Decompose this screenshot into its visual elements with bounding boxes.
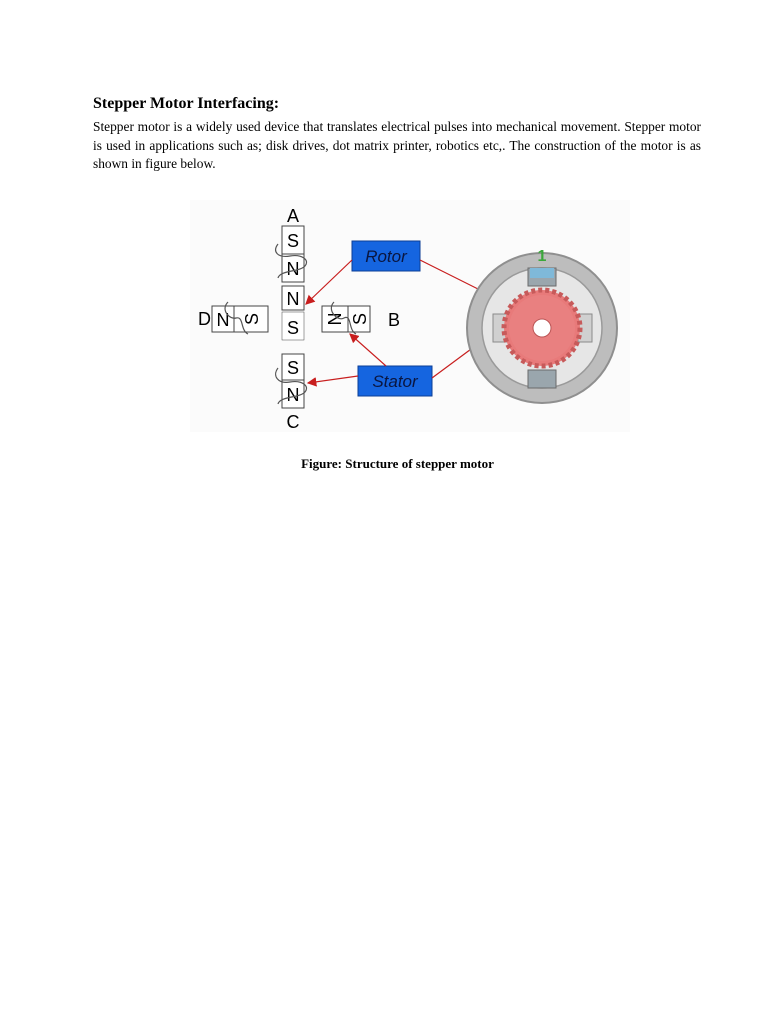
coil-d-label: D (198, 309, 211, 329)
pole-letter-s: S (286, 358, 300, 378)
step-number-label: 1 (537, 248, 547, 265)
pole-letter-n: N (286, 289, 300, 309)
figure-caption: Figure: Structure of stepper motor (301, 456, 494, 471)
pole-letter-s: S (350, 312, 370, 326)
stator-pole-top-winding (530, 268, 554, 278)
pole-letter-n: N (216, 310, 230, 330)
coil-c-label: C (286, 412, 300, 432)
pole-letter-s: S (286, 318, 300, 338)
stator-label-box (358, 366, 432, 396)
coil-b-label: B (388, 310, 401, 330)
stator-label: Stator (372, 372, 418, 391)
rotor-label: Rotor (365, 247, 407, 266)
pole-letter-n: N (286, 259, 300, 279)
pole-letter-s: S (286, 231, 300, 251)
coil-a-label: A (286, 206, 300, 226)
center-rotor-pole (282, 286, 304, 340)
stator-pole-bottom (528, 370, 556, 388)
body-paragraph: Stepper motor is a widely used device that translates electrical pulses into mechanical movement. Stepper motor is used in applications such as; disk drives, dot matrix printer, robotics etc,. The construction of the motor is as shown in figure below. (93, 119, 701, 171)
rotor-label-box (352, 241, 420, 271)
pole-letter-s: S (242, 312, 262, 326)
section-heading: Stepper Motor Interfacing: (93, 95, 280, 112)
pole-letter-n: N (324, 312, 344, 326)
pole-letter-n: N (286, 385, 300, 405)
rotor-shaft-hole (533, 319, 551, 337)
stepper-motor-diagram (190, 200, 630, 432)
stepper-motor-figure (190, 200, 630, 432)
